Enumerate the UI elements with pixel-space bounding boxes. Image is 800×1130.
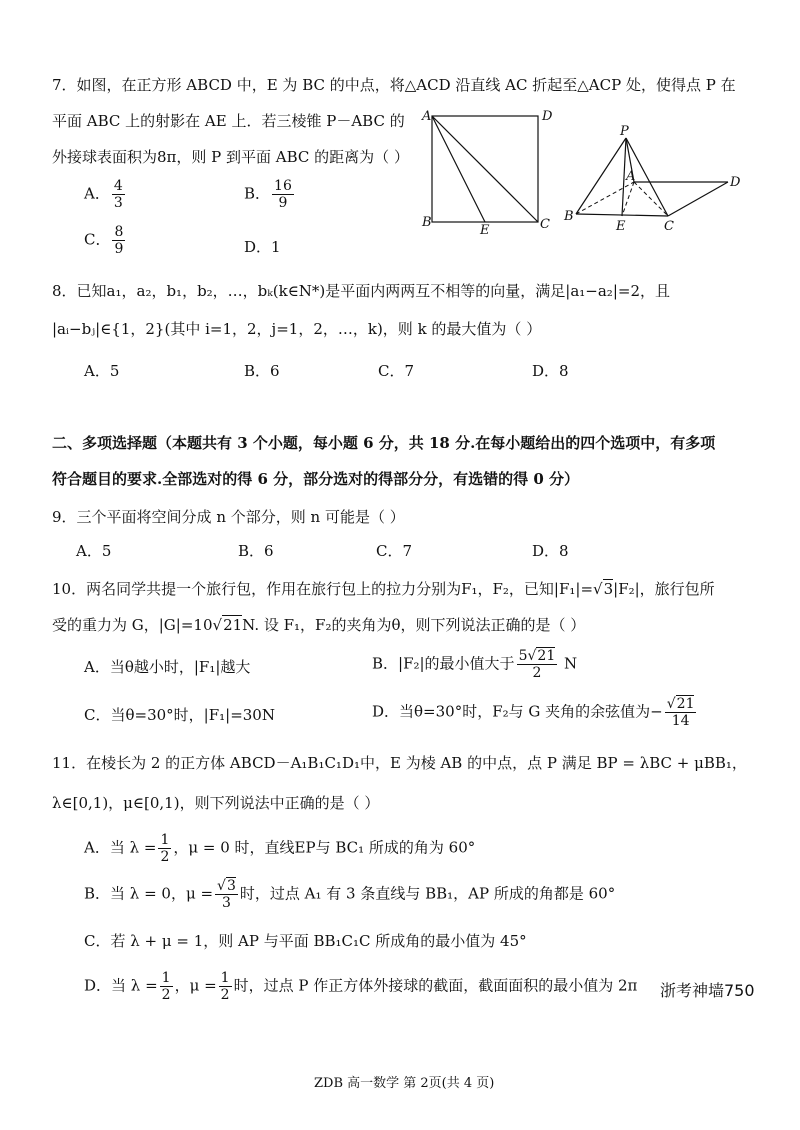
q9-option-b: B．6 [238,542,274,560]
fig2-label-b: B [564,209,574,224]
q8-option-a: A．5 [84,362,120,380]
fig2-label-c: C [664,219,674,234]
fig1-label-a: A [422,109,432,124]
q10-option-b: B．|F₂|的最小值大于 $\frac{5√21}{2}$ N [372,648,578,681]
fig2-label-e: E [616,219,626,234]
q11-option-a: A．当 λ = $\frac{1}{2}$ ，μ = 0 时，直线EP与 BC₁ 所成的角为 60° [84,832,476,865]
q9-option-c: C．7 [376,542,413,560]
section2-heading-line1: 二、多项选择题（本题共有 3 个小题，每小题 6 分，共 18 分.在每小题给出的四个选项中，有多项 [52,434,716,452]
q8-line2: |aᵢ−bⱼ|∈{1，2}(其中 i=1，2，j=1，2，…，k)，则 k 的最大值为（ ） [52,320,542,338]
q7-square-figure [420,106,560,236]
fig1-label-b: B [422,215,432,230]
q10-option-c: C．当θ=30°时，|F₁|=30N [84,706,275,724]
q10-option-d: D．当θ=30°时，F₂与 G 夹角的余弦值为− $\frac{√21}{14}$ [372,696,695,729]
q7-line3: 外接球表面积为8π，则 P 到平面 ABC 的距离为（ ） [52,148,409,166]
fig2-label-d: D [730,175,741,190]
q8-option-d: D．8 [532,362,569,380]
q8-option-c: C．7 [378,362,415,380]
watermark-text: 浙考神墙750 [660,981,755,1000]
q9-option-a: A．5 [76,542,112,560]
q10-option-a: A．当θ越小时，|F₁|越大 [84,658,251,676]
q8-line1: 8．已知a₁，a₂，b₁，b₂，…，bₖ(k∈N*)是平面内两两互不相等的向量，满足|a₁−a₂|=2，且 [52,282,670,300]
q8-option-b: B．6 [244,362,280,380]
section2-heading-line2: 符合题目的要求.全部选对的得 6 分，部分选对的得部分分，有选错的得 0 分） [52,470,579,488]
q10-line1: 10．两名同学共提一个旅行包，作用在旅行包上的拉力分别为F₁，F₂，已知|F₁|=√3|F₂|，旅行包所 [52,580,715,598]
q11-line2: λ∈[0,1)，μ∈[0,1)，则下列说法中正确的是（ ） [52,794,380,812]
q11-line1: 11．在棱长为 2 的正方体 ABCD－A₁B₁C₁D₁中，E 为棱 AB 的中点，点 P 满足 BP = λBC + μBB₁， [52,754,747,772]
fig1-label-c: C [540,217,550,232]
q7-pyramid-figure [562,124,752,234]
q11-option-c: C．若 λ + μ = 1，则 AP 与平面 BB₁C₁C 所成角的最小值为 45° [84,932,527,950]
fig1-label-e: E [480,223,490,236]
q7-option-c: C． $\frac{8}{9}$ [84,224,124,257]
q7-option-d: D．1 [244,238,281,256]
page-footer: ZDB 高一数学 第 2页(共 4 页) [314,1076,495,1091]
q9-option-d: D．8 [532,542,569,560]
q7-option-b: B． $\frac{16}{9}$ [244,178,292,211]
q9-line1: 9．三个平面将空间分成 n 个部分，则 n 可能是（ ） [52,508,405,526]
fig2-label-a: A [626,169,636,184]
q7-line2: 平面 ABC 上的射影在 AE 上．若三棱锥 P－ABC 的 [52,112,405,130]
fig2-label-p: P [620,124,629,139]
fig1-label-d: D [542,109,553,124]
q11-option-d: D．当 λ = $\frac{1}{2}$ ，μ = $\frac{1}{2}$ 时，过点 P 作正方体外接球的截面，截面面积的最小值为 2π [84,970,638,1003]
q7-option-a: A． $\frac{4}{3}$ [84,178,123,211]
q10-line2: 受的重力为 G，|G|=10√21N. 设 F₁，F₂的夹角为θ，则下列说法正确的是（ ） [52,616,586,634]
q7-line1: 7．如图，在正方形 ABCD 中，E 为 BC 的中点，将△ACD 沿直线 AC 折起至△ACP 处，使得点 P 在 [52,76,736,94]
q11-option-b: B．当 λ = 0，μ = $\frac{√3}{3}$ 时，过点 A₁ 有 3 条直线与 BB₁，AP 所成的角都是 60° [84,878,616,911]
